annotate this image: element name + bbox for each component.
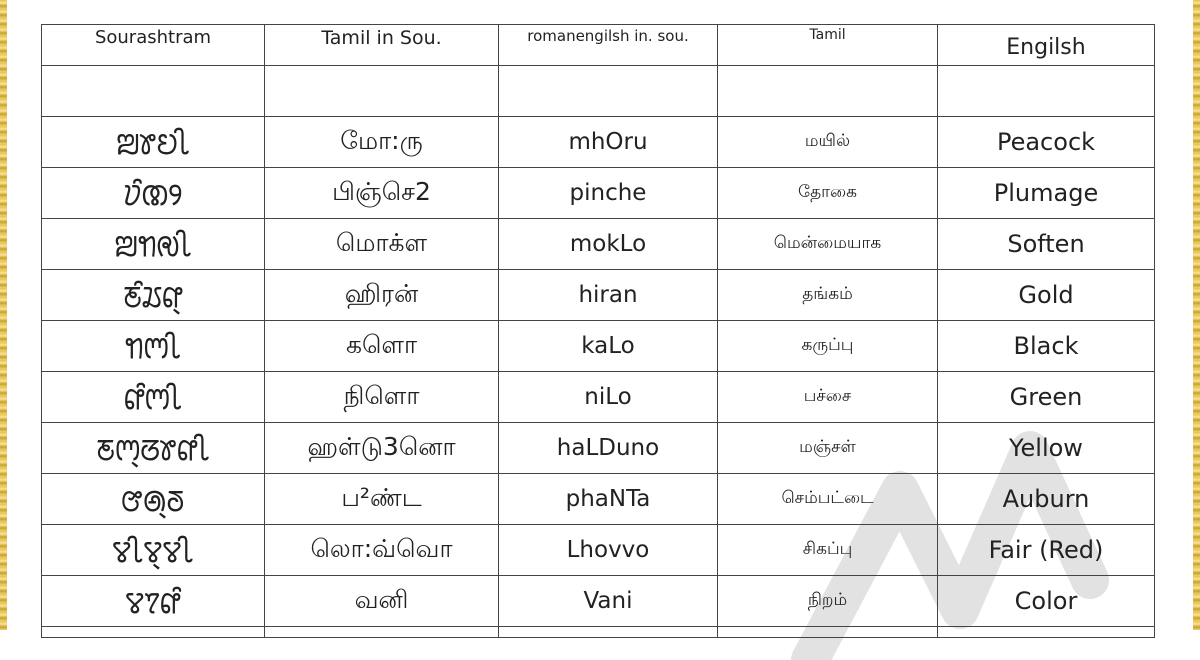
cell-tamil-in-sou: லொ:வ்வொ <box>265 525 499 576</box>
cell-english: Gold <box>938 270 1155 321</box>
table-row <box>42 474 1155 525</box>
cell-english: Yellow <box>938 423 1155 474</box>
blank-row <box>42 66 1155 117</box>
cell-roman: mokLo <box>499 219 718 270</box>
cell-english: Fair (Red) <box>938 525 1155 576</box>
vocabulary-table <box>41 24 1155 638</box>
cell-tamil-in-sou: பிஞ்செ2 <box>265 168 499 219</box>
cell-sourashtram: ꢧꢠ꣄ꢜ <box>42 474 265 525</box>
blank-cell <box>499 66 718 117</box>
blank-cell <box>938 66 1155 117</box>
cell-roman: Lhovvo <box>499 525 718 576</box>
cell-tamil-in-sou: ப²ண்ட <box>265 474 499 525</box>
table-row-partial <box>42 627 1155 638</box>
decorative-border-left <box>0 0 7 630</box>
cell-roman: Vani <box>499 576 718 627</box>
cell-roman: phaNTa <box>499 474 718 525</box>
table-row <box>42 219 1155 270</box>
header-tamil-in-sou: Tamil in Sou. <box>265 25 499 66</box>
cell-roman: niLo <box>499 372 718 423</box>
header-roman-in-sou: romanengilsh in. sou. <box>499 25 718 66</box>
cell-tamil-in-sou: ஹள்டு3னொ <box>265 423 499 474</box>
cell-tamil: செம்பட்டை <box>718 474 938 525</box>
header-tamil: Tamil <box>718 25 938 66</box>
cell-tamil-in-sou: களொ <box>265 321 499 372</box>
table-row <box>42 117 1155 168</box>
table-header-row <box>42 25 1155 66</box>
cell-roman: kaLo <box>499 321 718 372</box>
cell-english: Auburn <box>938 474 1155 525</box>
cell-tamil-in-sou: ஹிரன் <box>265 270 499 321</box>
cell-sourashtram: ꢪꢸꢤꢷ <box>42 117 265 168</box>
cell-english: Soften <box>938 219 1155 270</box>
cell-tamil-in-sou: மொக்ள <box>265 219 499 270</box>
cell-sourashtram: ꢒꢳꢷ <box>42 321 265 372</box>
cell-roman: hiran <box>499 270 718 321</box>
cell-tamil: மென்மையாக <box>718 219 938 270</box>
cell-sourashtram: ꢲꢳ꣄ꢞꢸꢥꢷ <box>42 423 265 474</box>
cell-tamil: நிறம் <box>718 576 938 627</box>
cell-english: Color <box>938 576 1155 627</box>
cell-sourashtram: ꢮꢵꢥꢶ <box>42 576 265 627</box>
cell-tamil: கருப்பு <box>718 321 938 372</box>
table-row <box>42 270 1155 321</box>
cell-sourashtram: ꢮꢷꢮ꣄ꢮꢷ <box>42 525 265 576</box>
cell-english: Peacock <box>938 117 1155 168</box>
table-row <box>42 372 1155 423</box>
cell-sourashtram: ꢲꢶꢬꢥ꣄ <box>42 270 265 321</box>
table-row <box>42 168 1155 219</box>
table-body <box>42 117 1155 627</box>
cell-tamil: தங்கம் <box>718 270 938 321</box>
table-row <box>42 576 1155 627</box>
table-row <box>42 321 1155 372</box>
cell-sourashtram: ꢦꢶꢚꢾ <box>42 168 265 219</box>
header-english: Engilsh <box>938 25 1155 66</box>
cell-english: Plumage <box>938 168 1155 219</box>
header-sourashtram: Sourashtram <box>42 25 265 66</box>
cell-tamil: தோகை <box>718 168 938 219</box>
cell-sourashtram: ꢪꢒꢯꢷ <box>42 219 265 270</box>
cell-english: Black <box>938 321 1155 372</box>
decorative-border-right <box>1193 0 1200 630</box>
cell-roman: mhOru <box>499 117 718 168</box>
cell-tamil-in-sou: மோ:ரு <box>265 117 499 168</box>
blank-cell <box>265 66 499 117</box>
table-row <box>42 423 1155 474</box>
cell-english: Green <box>938 372 1155 423</box>
cell-tamil: மஞ்சள் <box>718 423 938 474</box>
cell-tamil-in-sou: வனி <box>265 576 499 627</box>
blank-cell <box>718 66 938 117</box>
blank-cell <box>42 66 265 117</box>
cell-roman: pinche <box>499 168 718 219</box>
cell-tamil-in-sou: நிளொ <box>265 372 499 423</box>
cell-roman: haLDuno <box>499 423 718 474</box>
cell-tamil: பச்சை <box>718 372 938 423</box>
cell-tamil: மயில் <box>718 117 938 168</box>
cell-tamil: சிகப்பு <box>718 525 938 576</box>
table-row <box>42 525 1155 576</box>
cell-sourashtram: ꢥꢶꢳꢷ <box>42 372 265 423</box>
